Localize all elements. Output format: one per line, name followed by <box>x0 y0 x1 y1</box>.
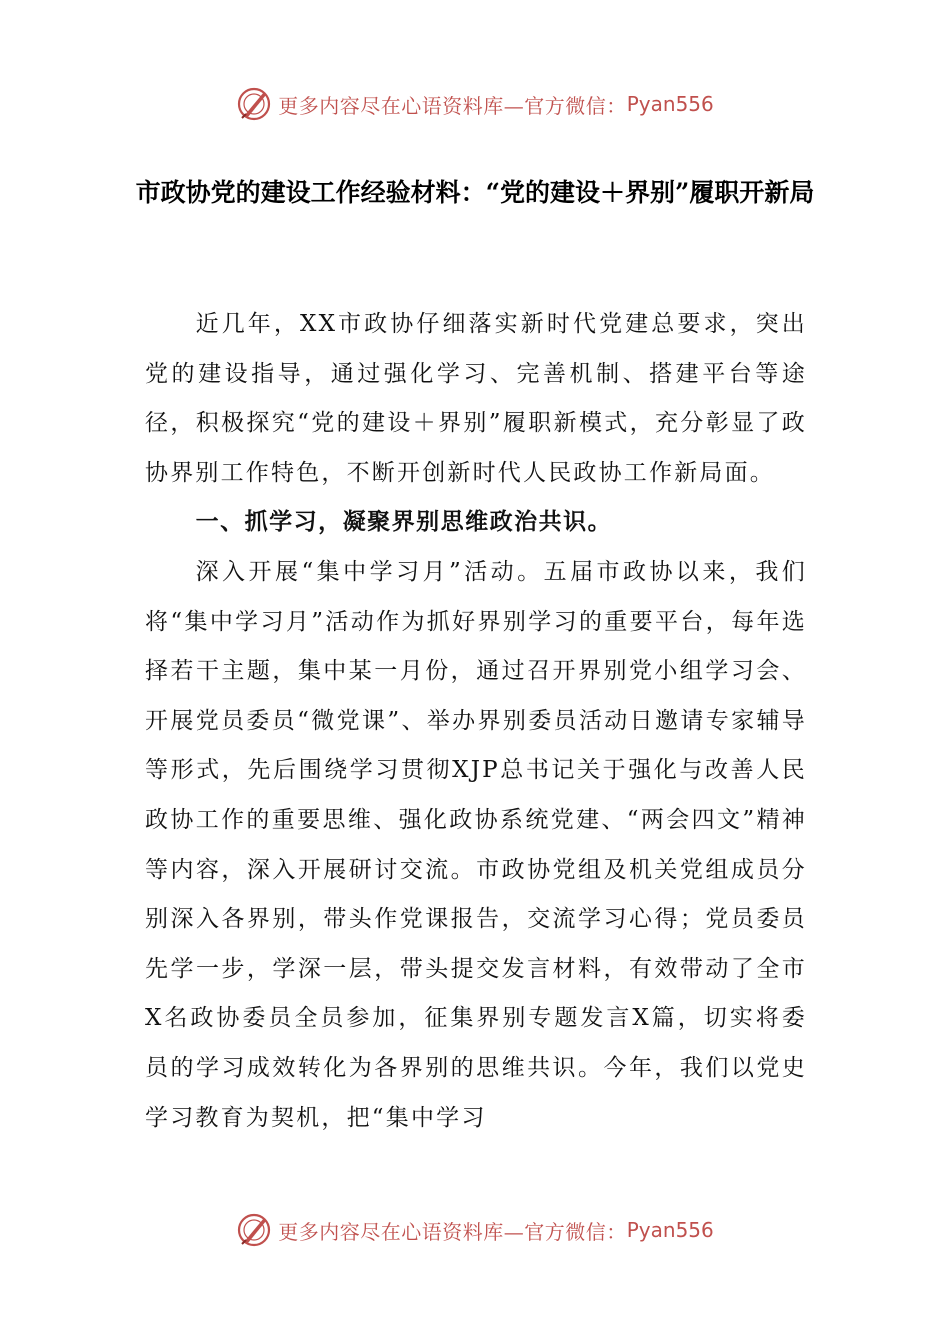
body-paragraph: 深入开展“集中学习月”活动。五届市政协以来，我们将“集中学习月”活动作为抓好界别学习的重要平台，每年选择若干主题，集中某一月份，通过召开界别党小组学习会、开展党员委员“微党课”、举办界别委员活动日邀请专家辅导等形式，先后围绕学习贯彻XJP总书记关于强化与改善人民政协工作的重要思维、强化政协系统党建、“两会四文”精神等内容，深入开展研讨交流。市政协党组及机关党组成员分别深入各界别，带头作党课报告，交流学习心得；党员委员先学一步，学深一层，带头提交发言材料，有效带动了全市X名政协委员全员参加，征集界别专题发言X篇，切实将委员的学习成效转化为各界别的思维共识。今年，我们以党史学习教育为契机，把“集中学习 <box>145 558 807 1131</box>
footer-wechat: Pyan556 <box>626 1218 714 1242</box>
header-wechat: Pyan556 <box>626 92 714 116</box>
document-title: 市政协党的建设工作经验材料：“党的建设＋界别”履职开新局 <box>135 178 815 207</box>
section-heading: 一、抓学习，凝聚界别思维政治共识。 <box>195 509 613 536</box>
intro-paragraph: 近几年，XX市政协仔细落实新时代党建总要求，突出党的建设指导，通过强化学习、完善机制、搭建平台等途径，积极探究“党的建设＋界别”履职新模式，充分彰显了政协界别工作特色，不断开创新时代人民政协工作新局面。 <box>145 311 807 486</box>
document-body <box>145 300 807 1143</box>
header-banner <box>0 84 950 124</box>
quill-logo-icon <box>236 1212 272 1248</box>
header-text: 更多内容尽在心语资料库—官方微信： <box>278 93 627 118</box>
quill-logo-icon <box>236 86 272 122</box>
footer-banner <box>0 1210 950 1250</box>
footer-text: 更多内容尽在心语资料库—官方微信： <box>278 1219 627 1244</box>
